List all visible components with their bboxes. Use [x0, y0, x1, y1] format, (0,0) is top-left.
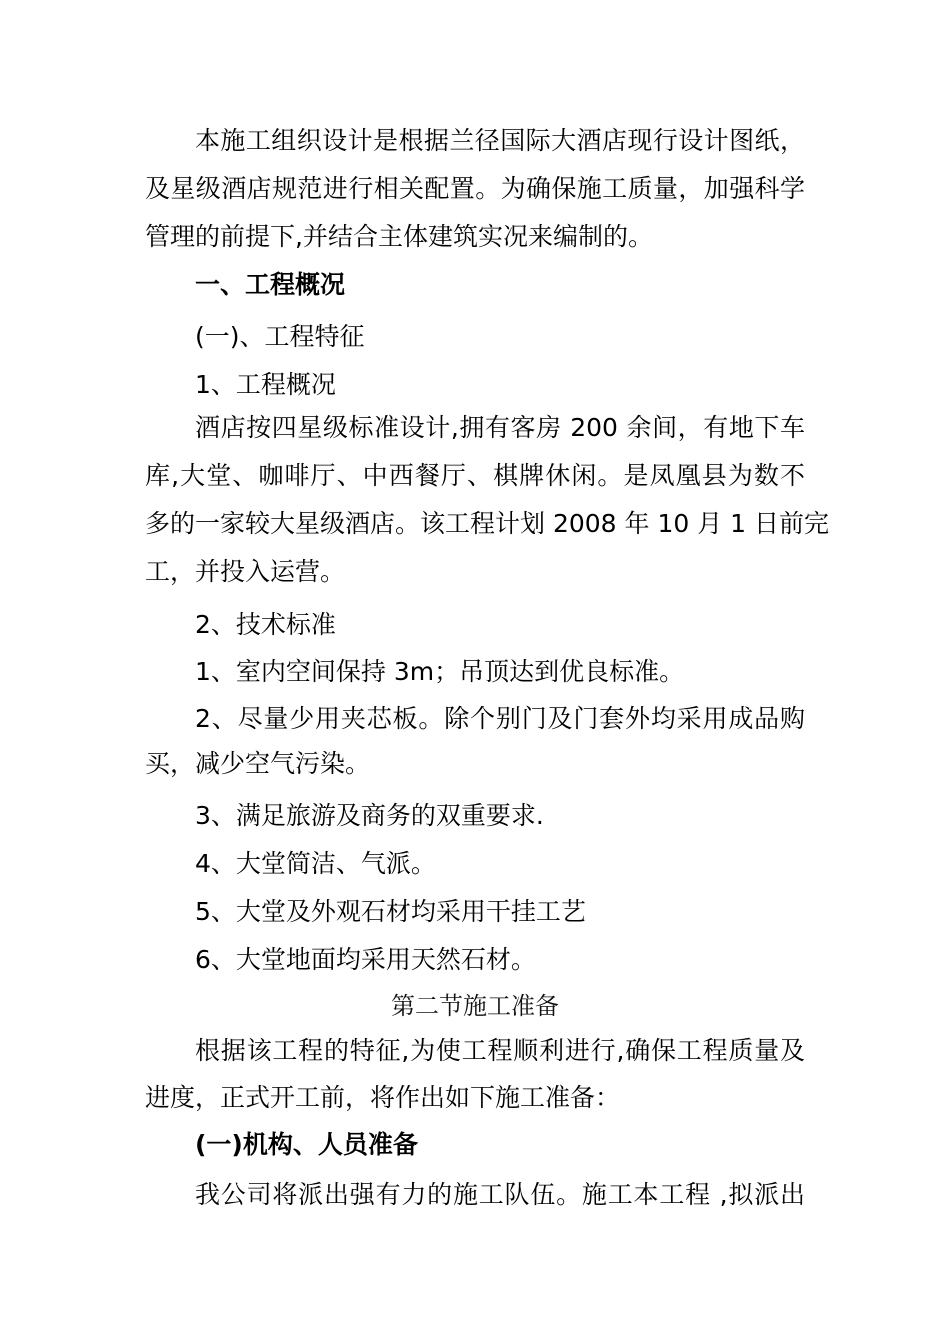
- prep1-text-line-1: 我公司将派出强有力的施工队伍。施工本工程 ,拟派出: [195, 1180, 805, 1209]
- standard-item-5: 5、大堂及外观石材均采用干挂工艺: [195, 897, 586, 926]
- standard-item-1: 1、室内空间保持 3m；吊顶达到优良标准。: [195, 657, 685, 686]
- standard-item-4: 4、大堂简洁、气派。: [195, 849, 436, 878]
- intro-line-1: 本施工组织设计是根据兰径国际大酒店现行设计图纸，: [195, 126, 805, 155]
- overview-line-3: 多的一家较大星级酒店。该工程计划 2008 年 10 月 1 日前完: [145, 509, 830, 538]
- item2-heading: 2、技术标准: [195, 610, 336, 639]
- item1-heading: 1、工程概况: [195, 370, 336, 399]
- overview-line-4: 工，并投入运营。: [145, 557, 346, 586]
- standard-item-2: 2、尽量少用夹芯板。除个别门及门套外均采用成品购: [195, 704, 805, 733]
- intro-line-3: 管理的前提下,并结合主体建筑实况来编制的。: [145, 222, 653, 251]
- standard-item-2-cont: 买，减少空气污染。: [145, 749, 371, 778]
- intro-line-2: 及星级酒店规范进行相关配置。为确保施工质量，加强科学: [145, 174, 805, 203]
- prep-intro-line-1: 根据该工程的特征,为使工程顺利进行,确保工程质量及: [195, 1036, 805, 1065]
- standard-item-6: 6、大堂地面均采用天然石材。: [195, 945, 536, 974]
- sub1-heading: (一)、工程特征: [195, 322, 365, 351]
- overview-line-1: 酒店按四星级标准设计,拥有客房 200 余间，有地下车: [195, 413, 805, 442]
- prep1-heading: (一)机构、人员准备: [195, 1130, 418, 1159]
- section1-heading: 一、工程概况: [195, 270, 346, 299]
- overview-line-2: 库,大堂、咖啡厅、中西餐厅、棋牌休闲。是凤凰县为数不: [145, 461, 805, 490]
- prep-intro-line-2: 进度，正式开工前，将作出如下施工准备：: [145, 1083, 621, 1112]
- standard-item-3: 3、满足旅游及商务的双重要求.: [195, 801, 544, 830]
- section2-title: 第二节施工准备: [391, 992, 559, 1020]
